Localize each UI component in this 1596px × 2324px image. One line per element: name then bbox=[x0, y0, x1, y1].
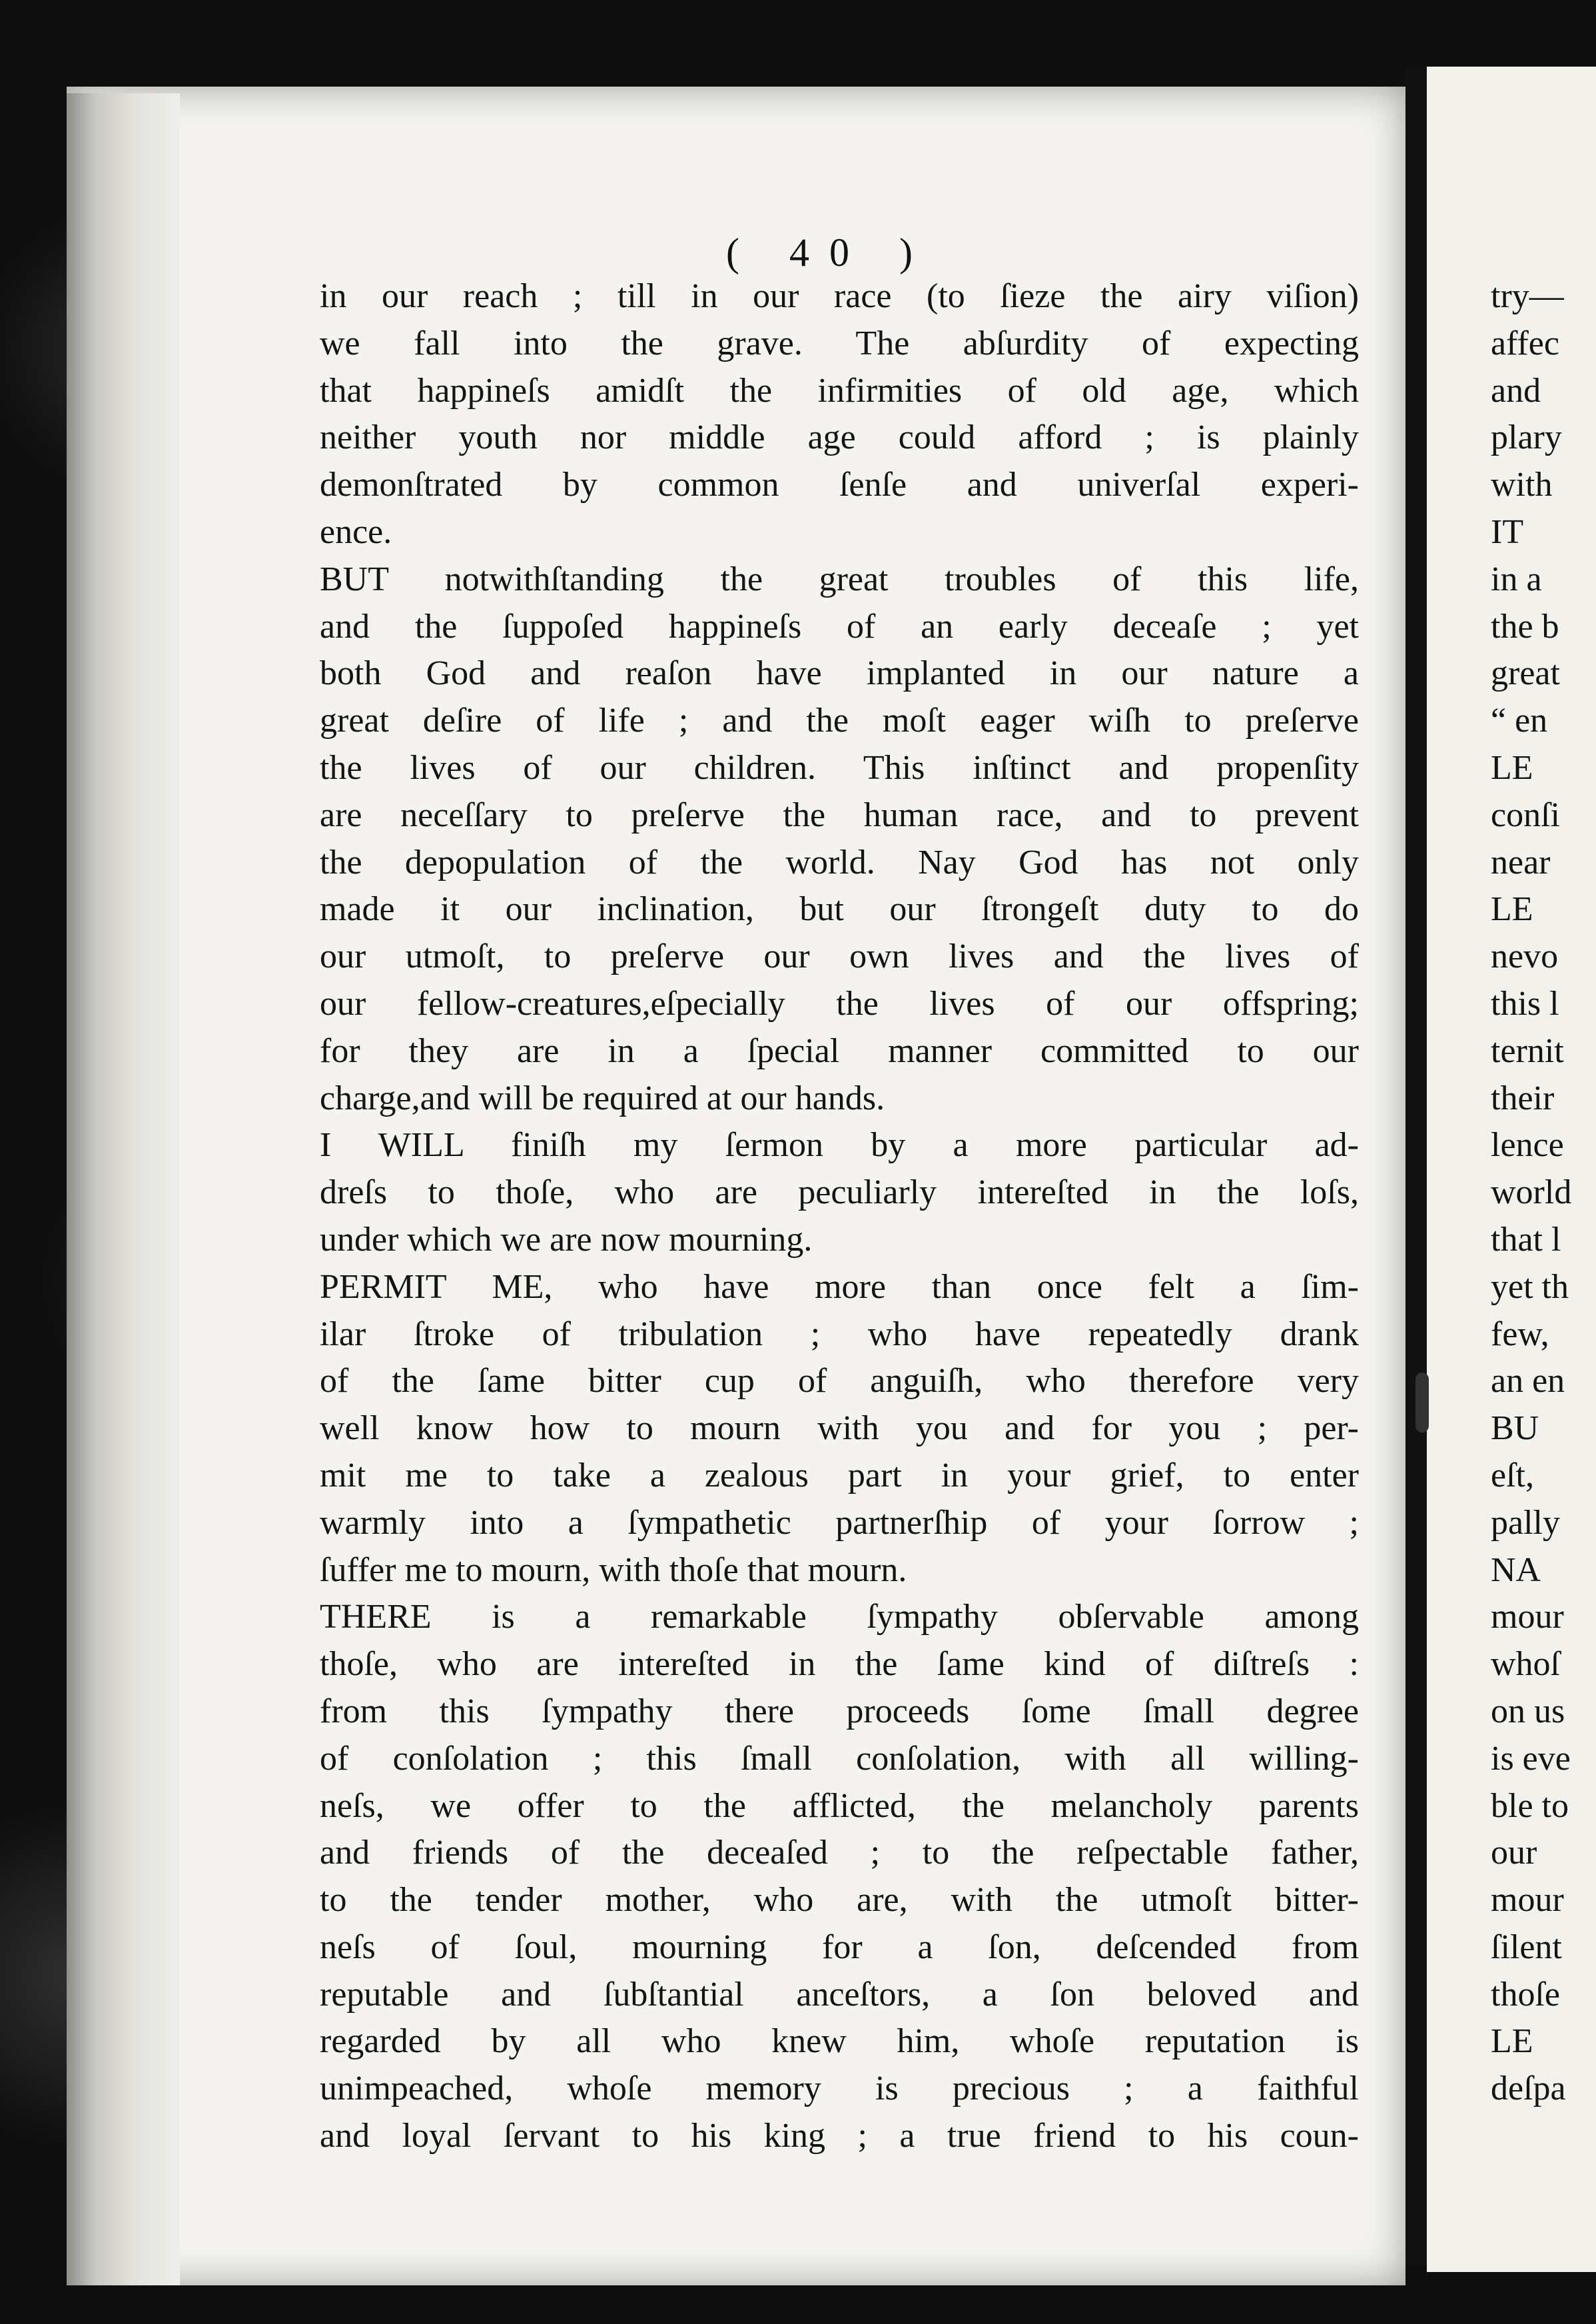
right-page-line: and bbox=[1491, 371, 1541, 410]
right-page-line: conſi bbox=[1491, 796, 1560, 834]
right-page-line: that l bbox=[1491, 1220, 1561, 1259]
right-page-line: this l bbox=[1491, 984, 1559, 1023]
right-page-line: eſt, bbox=[1491, 1456, 1534, 1494]
right-page-line: IT bbox=[1491, 512, 1524, 551]
binding-mark bbox=[1415, 1373, 1429, 1433]
text-line: and loyal ſervant to his king ; a true friend to his coun- bbox=[320, 2117, 1359, 2155]
text-line: we fall into the grave. The abſurdity of expecting bbox=[320, 324, 1359, 362]
text-line: ilar ſtroke of tribulation ; who have repeatedly drank bbox=[320, 1315, 1359, 1353]
right-page-line: thoſe bbox=[1491, 1975, 1560, 2014]
right-page-line: mour bbox=[1491, 1598, 1564, 1636]
right-page-line: mour bbox=[1491, 1881, 1564, 1920]
text-line: ſuffer me to mourn, with thoſe that mourn. bbox=[320, 1550, 907, 1589]
text-line: ence. bbox=[320, 512, 392, 551]
text-line: under which we are now mourning. bbox=[320, 1220, 813, 1259]
text-line: neither youth nor middle age could afford ; is plainly bbox=[320, 418, 1359, 457]
left-page-text bbox=[320, 273, 1359, 2160]
text-line: that happineſs amidſt the infirmities of old age, which bbox=[320, 371, 1359, 410]
right-page-line: great bbox=[1491, 654, 1560, 693]
text-line: the lives of our children. This inſtinct and propenſity bbox=[320, 748, 1359, 787]
text-line: our fellow-creatures,eſpecially the lives of our offspring; bbox=[320, 984, 1359, 1023]
right-page-line: “ en bbox=[1491, 702, 1548, 740]
right-page-line: world bbox=[1491, 1173, 1572, 1212]
right-page-line: with bbox=[1491, 466, 1553, 504]
right-page-line: nevo bbox=[1491, 937, 1559, 976]
right-page-line: whoſ bbox=[1491, 1645, 1560, 1684]
text-line: to the tender mother, who are, with the utmoſt bitter- bbox=[320, 1881, 1359, 1920]
text-line: PERMIT ME, who have more than once felt a ſim- bbox=[320, 1267, 1359, 1306]
right-page-line: in a bbox=[1491, 560, 1542, 598]
text-line: warmly into a ſympathetic partnerſhip of your ſorrow ; bbox=[320, 1503, 1359, 1542]
right-page-line: plary bbox=[1491, 418, 1562, 457]
right-page-line: an en bbox=[1491, 1362, 1565, 1401]
text-line: are neceſſary to preſerve the human race, and to prevent bbox=[320, 796, 1359, 834]
right-page-line: lence bbox=[1491, 1126, 1564, 1165]
right-page-line: LE bbox=[1491, 890, 1533, 929]
text-line: our utmoſt, to preſerve our own lives and the lives of bbox=[320, 937, 1359, 976]
text-line: neſs of ſoul, mourning for a ſon, deſcended from bbox=[320, 1928, 1359, 1966]
right-page-line: ble to bbox=[1491, 1786, 1569, 1825]
text-line: charge,and will be required at our hands. bbox=[320, 1079, 885, 1117]
text-line: of the ſame bitter cup of anguiſh, who therefore very bbox=[320, 1362, 1359, 1401]
text-line: the depopulation of the world. Nay God has not only bbox=[320, 843, 1359, 881]
right-page-line: the b bbox=[1491, 607, 1559, 646]
book-gutter bbox=[1405, 67, 1427, 2265]
text-line: unimpeached, whoſe memory is precious ; a faithful bbox=[320, 2069, 1359, 2108]
right-page-line: on us bbox=[1491, 1692, 1565, 1730]
text-line: and friends of the deceaſed ; to the reſpectable father, bbox=[320, 1834, 1359, 1872]
right-page-line: ternit bbox=[1491, 1031, 1564, 1070]
right-page-line: yet th bbox=[1491, 1267, 1569, 1306]
text-line: from this ſympathy there proceeds ſome ſmall degree bbox=[320, 1692, 1359, 1730]
right-page-line: try— bbox=[1491, 277, 1564, 315]
right-page-line: LE bbox=[1491, 748, 1533, 787]
text-line: well know how to mourn with you and for you ; per- bbox=[320, 1409, 1359, 1448]
text-line: and the ſuppoſed happineſs of an early deceaſe ; yet bbox=[320, 607, 1359, 646]
text-line: neſs, we offer to the afflicted, the melancholy parents bbox=[320, 1786, 1359, 1825]
right-page-line: LE bbox=[1491, 2022, 1533, 2061]
text-line: made it our inclination, but our ſtrongeſt duty to do bbox=[320, 890, 1359, 929]
text-line: regarded by all who knew him, whoſe reputation is bbox=[320, 2022, 1359, 2061]
right-page-line: few, bbox=[1491, 1315, 1549, 1353]
right-page-line: our bbox=[1491, 1834, 1537, 1872]
text-line: great deſire of life ; and the moſt eager wiſh to preſerve bbox=[320, 702, 1359, 740]
right-page-line: pally bbox=[1491, 1503, 1560, 1542]
text-line: THERE is a remarkable ſympathy obſervable among bbox=[320, 1598, 1359, 1636]
text-line: demonſtrated by common ſenſe and univerſal experi- bbox=[320, 466, 1359, 504]
right-page-line: NA bbox=[1491, 1550, 1541, 1589]
text-line: thoſe, who are intereſted in the ſame kind of diſtreſs : bbox=[320, 1645, 1359, 1684]
right-page-line: their bbox=[1491, 1079, 1555, 1117]
text-line: I WILL finiſh my ſermon by a more particular ad- bbox=[320, 1126, 1359, 1165]
text-line: for they are in a ſpecial manner committed to our bbox=[320, 1031, 1359, 1070]
right-page-text bbox=[1491, 273, 1596, 2113]
text-line: BUT notwithſtanding the great troubles of this life, bbox=[320, 560, 1359, 598]
right-page-line: deſpa bbox=[1491, 2069, 1566, 2108]
page-number: ( 40 ) bbox=[726, 231, 933, 275]
text-line: in our reach ; till in our race (to ſieze the airy viſion) bbox=[320, 277, 1359, 315]
text-line: of conſolation ; this ſmall conſolation, with all willing- bbox=[320, 1739, 1359, 1778]
right-page-line: affec bbox=[1491, 324, 1559, 362]
text-line: reputable and ſubſtantial anceſtors, a ſon beloved and bbox=[320, 1975, 1359, 2014]
right-page-line: is eve bbox=[1491, 1739, 1571, 1778]
text-line: mit me to take a zealous part in your grief, to enter bbox=[320, 1456, 1359, 1494]
right-page-line: BU bbox=[1491, 1409, 1539, 1448]
text-line: both God and reaſon have implanted in our nature a bbox=[320, 654, 1359, 693]
text-line: dreſs to thoſe, who are peculiarly intereſted in the loſs, bbox=[320, 1173, 1359, 1212]
right-page-line: ſilent bbox=[1491, 1928, 1562, 1966]
page-edge bbox=[67, 93, 180, 2285]
right-page-line: near bbox=[1491, 843, 1551, 881]
